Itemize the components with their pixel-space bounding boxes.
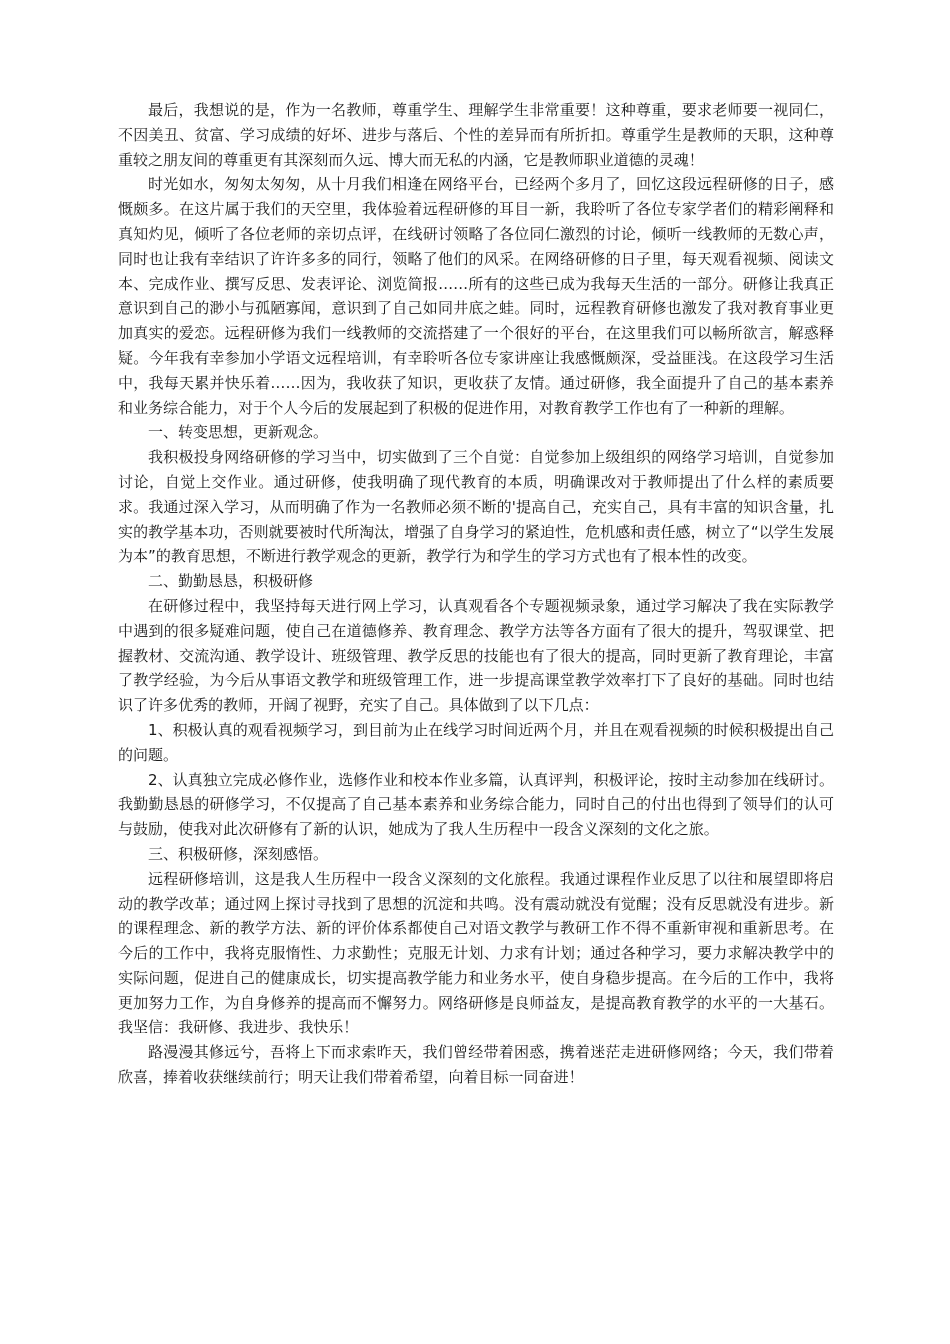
paragraph-section-3: 远程研修培训，这是我人生历程中一段含义深刻的文化旅程。我通过课程作业反思了以往和展望即将启动的教学改革；通过网上探讨寻找到了思想的沉淀和共鸣。没有震动就没有觉醒；没有反思就没有进步。新的课程理念、新的教学方法、新的评价体系都使自己对语文教学与教研工作不得不重新审视和重新思考。在今后的工作中，我将克服惰性、力求勤性；克服无计划、力求有计划；通过各种学习，要力求解决教学中的实际问题，促进自己的健康成长，切实提高教学能力和业务水平，使自身稳步提高。在今后的工作中，我将更加努力工作，为自身修养的提高而不懈努力。网络研修是良师益友，是提高教育教学的水平的一大基石。我坚信：我研修、我进步、我快乐！: [118, 869, 834, 1037]
paragraph-section-2: 在研修过程中，我坚持每天进行网上学习，认真观看各个专题视频录象，通过学习解决了我在实际教学中遇到的很多疑难问题，使自己在道德修养、教育理念、教学方法等各方面有了很大的提升，驾驭课堂、把握教材、交流沟通、教学设计、班级管理、教学反思的技能也有了很大的提高，同时更新了教育理论，丰富了教学经验，为今后从事语文教学和班级管理工作，进一步提高课堂教学效率打下了良好的基础。同时也结识了许多优秀的教师，开阔了视野，充实了自己。具体做到了以下几点：: [118, 596, 834, 715]
paragraph-section-1: 我积极投身网络研修的学习当中，切实做到了三个自觉：自觉参加上级组织的网络学习培训，自觉参加讨论，自觉上交作业。通过研修，使我明确了现代教育的本质，明确课改对于教师提出了什么样的素质要求。我通过深入学习，从而明确了作为一名教师必须不断的'提高自己，充实自己，具有丰富的知识含量，扎实的教学基本功，否则就要被时代所淘汰，增强了自身学习的紧迫性，危机感和责任感，树立了“以学生发展为本”的教育思想，不断进行教学观念的更新，教学行为和学生的学习方式也有了根本性的改变。: [118, 448, 834, 566]
section-heading-1: 一、转变思想，更新观念。: [148, 423, 329, 442]
section-heading-2: 二、勤勤恳恳，积极研修: [148, 572, 314, 591]
paragraph-time-flies: 时光如水，匆匆太匆匆，从十月我们相逢在网络平台，已经两个多月了，回忆这段远程研修的日子，感慨颇多。在这片属于我们的天空里，我体验着远程研修的耳目一新，我聆听了各位专家学者们的精彩阐释和真知灼见，倾听了各位老师的亲切点评，在线研讨领略了各位同仁激烈的讨论，倾听一线教师的无数心声，同时也让我有幸结识了许许多多的同行，领略了他们的风采。在网络研修的日子里，每天观看视频、阅读文本、完成作业、撰写反思、发表评论、浏览简报……所有的这些已成为我每天生活的一部分。研修让我真正意识到自己的渺小与孤陋寡闻，意识到了自己如同井底之蛙。同时，远程教育研修也激发了我对教育事业更加真实的爱恋。远程研修为我们一线教师的交流搭建了一个很好的平台，在这里我们可以畅所欲言，解惑释疑。今年我有幸参加小学语文远程培训，有幸聆听各位专家讲座让我感慨颇深，受益匪浅。在这段学习生活中，我每天累并快乐着……因为，我收获了知识，更收获了友情。通过研修，我全面提升了自己的基本素养和业务综合能力，对于个人今后的发展起到了积极的促进作用，对教育教学工作也有了一种新的理解。: [118, 175, 834, 417]
paragraph-conclusion-respect: 最后，我想说的是，作为一名教师，尊重学生、理解学生非常重要！这种尊重，要求老师要一视同仁，不因美丑、贫富、学习成绩的好坏、进步与落后、个性的差异而有所折扣。尊重学生是教师的天职，这种尊重较之朋友间的尊重更有其深刻而久远、博大而无私的内涵，它是教师职业道德的灵魂！: [118, 101, 834, 169]
paragraph-closing: 路漫漫其修远兮，吾将上下而求索昨天，我们曾经带着困惑，携着迷茫走进研修网络；今天，我们带着欣喜，捧着收获继续前行；明天让我们带着希望，向着目标一同奋进！: [118, 1043, 834, 1087]
list-item-1: 1、积极认真的观看视频学习，到目前为止在线学习时间近两个月，并且在观看视频的时候积极提出自己的问题。: [118, 720, 834, 764]
document-body: [118, 98, 834, 1090]
list-item-2: 2、认真独立完成必修作业，选修作业和校本作业多篇，认真评判，积极评论，按时主动参加在线研讨。我勤勤恳恳的研修学习，不仅提高了自己基本素养和业务综合能力，同时自己的付出也得到了领导们的认可与鼓励，使我对此次研修有了新的认识，她成为了我人生历程中一段含义深刻的文化之旅。: [118, 770, 834, 839]
section-heading-3: 三、积极研修，深刻感悟。: [148, 844, 329, 863]
